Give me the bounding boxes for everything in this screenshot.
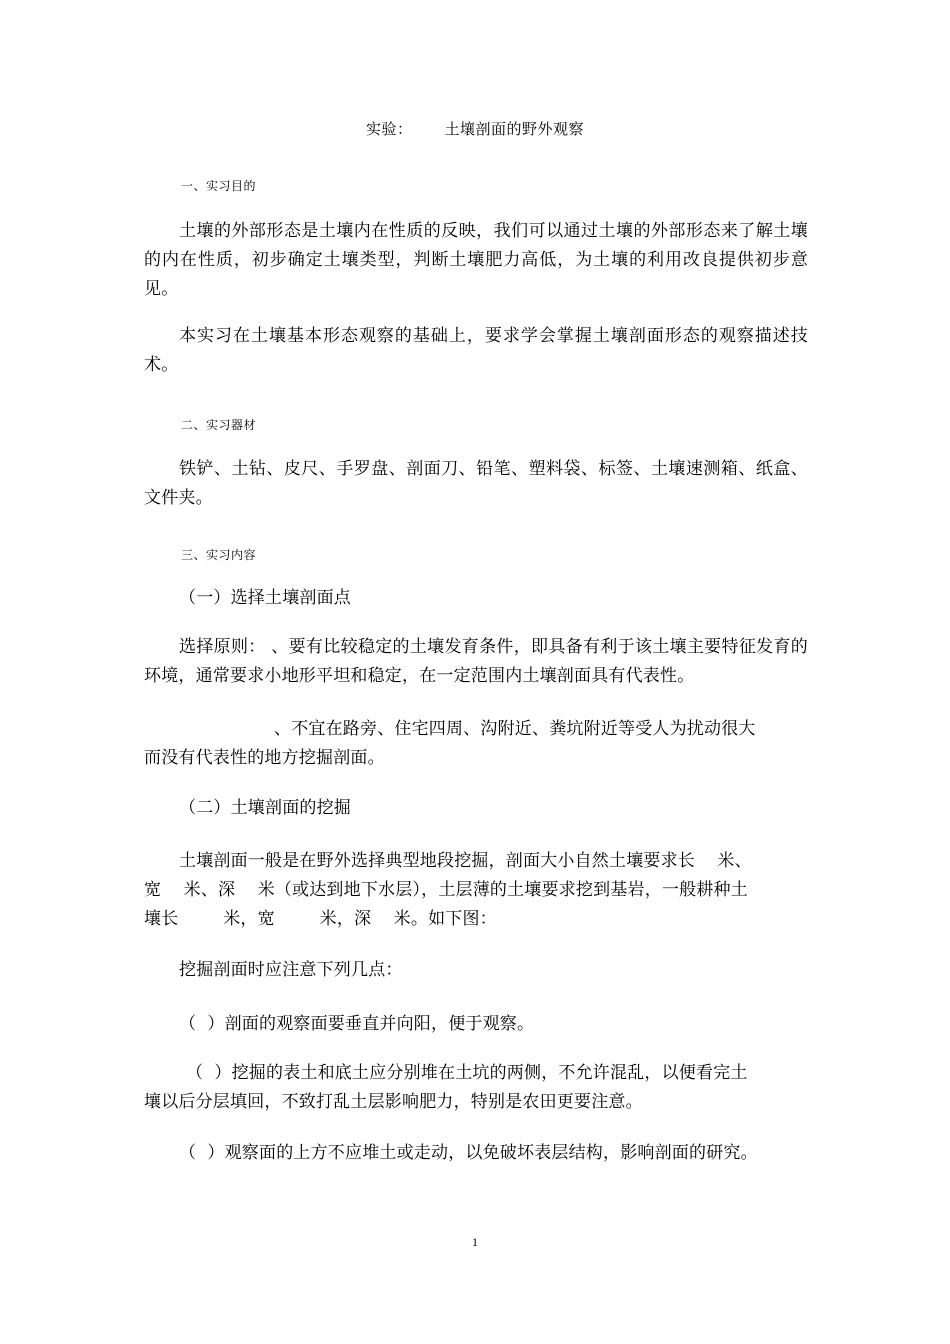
paragraph-dig-notes-intro: 挖掘剖面时应注意下列几点： [179, 960, 403, 980]
note-item-1: （ ）剖面的观察面要垂直并向阳，便于观察。 [179, 1014, 535, 1034]
paragraph-purpose-1: 土壤的外部形态是土壤内在性质的反映，我们可以通过土壤的外部形态来了解土壤的内在性质，初步确定土壤类型，判断土壤肥力高低，为土壤的利用改良提供初步意见。 [144, 221, 808, 299]
paragraph-select-principle-2-line2: 而没有代表性的地方挖掘剖面。 [144, 748, 385, 768]
subsection-dig-profile: （二）土壤剖面的挖掘 [179, 798, 351, 818]
paragraph-dig-line1: 土壤剖面一般是在野外选择典型地段挖掘，剖面大小自然土壤要求长 米、 [179, 851, 752, 871]
page-number: 1 [472, 1235, 478, 1249]
paragraph-equipment: 铁铲、土钻、皮尺、手罗盘、剖面刀、铅笔、塑料袋、标签、土壤速测箱、纸盒、文件夹。 [144, 459, 808, 508]
section-heading-purpose: 一、实习目的 [181, 179, 257, 193]
paragraph-select-principle-2-line1: 、不宜在路旁、住宅四周、沟附近、粪坑附近等受人为扰动很大 [274, 719, 756, 739]
section-heading-content: 三、实习内容 [181, 548, 257, 562]
title-prefix: 实验： [365, 120, 413, 138]
page-title [0, 118, 950, 139]
paragraph-dig-line3: 壤长 米，宽 米，深 米。如下图： [144, 909, 497, 929]
section-heading-equipment: 二、实习器材 [181, 418, 257, 432]
title-main: 土壤剖面的野外观察 [444, 120, 585, 138]
paragraph-dig-line2: 宽 米、深 米（或达到地下水层），土层薄的土壤要求挖到基岩，一般耕种土 [144, 880, 748, 900]
subsection-select-site: （一）选择土壤剖面点 [179, 588, 351, 608]
note-item-3: （ ）观察面的上方不应堆土或走动，以免破坏表层结构，影响剖面的研究。 [179, 1143, 758, 1163]
paragraph-select-principle-1: 选择原则： 、要有比较稳定的土壤发育条件，即具备有利于该土壤主要特征发育的环境，通常要求小地形平坦和稳定，在一定范围内土壤剖面具有代表性。 [144, 637, 808, 686]
note-item-2-line1: （ ）挖掘的表土和底土应分别堆在土坑的两侧，不允许混乱，以便看完土 [186, 1063, 748, 1083]
paragraph-purpose-2: 本实习在土壤基本形态观察的基础上，要求学会掌握土壤剖面形态的观察描述技术。 [144, 326, 808, 375]
note-item-2-line2: 壤以后分层填回，不致打乱土层影响肥力，特别是农田更要注意。 [144, 1092, 643, 1112]
